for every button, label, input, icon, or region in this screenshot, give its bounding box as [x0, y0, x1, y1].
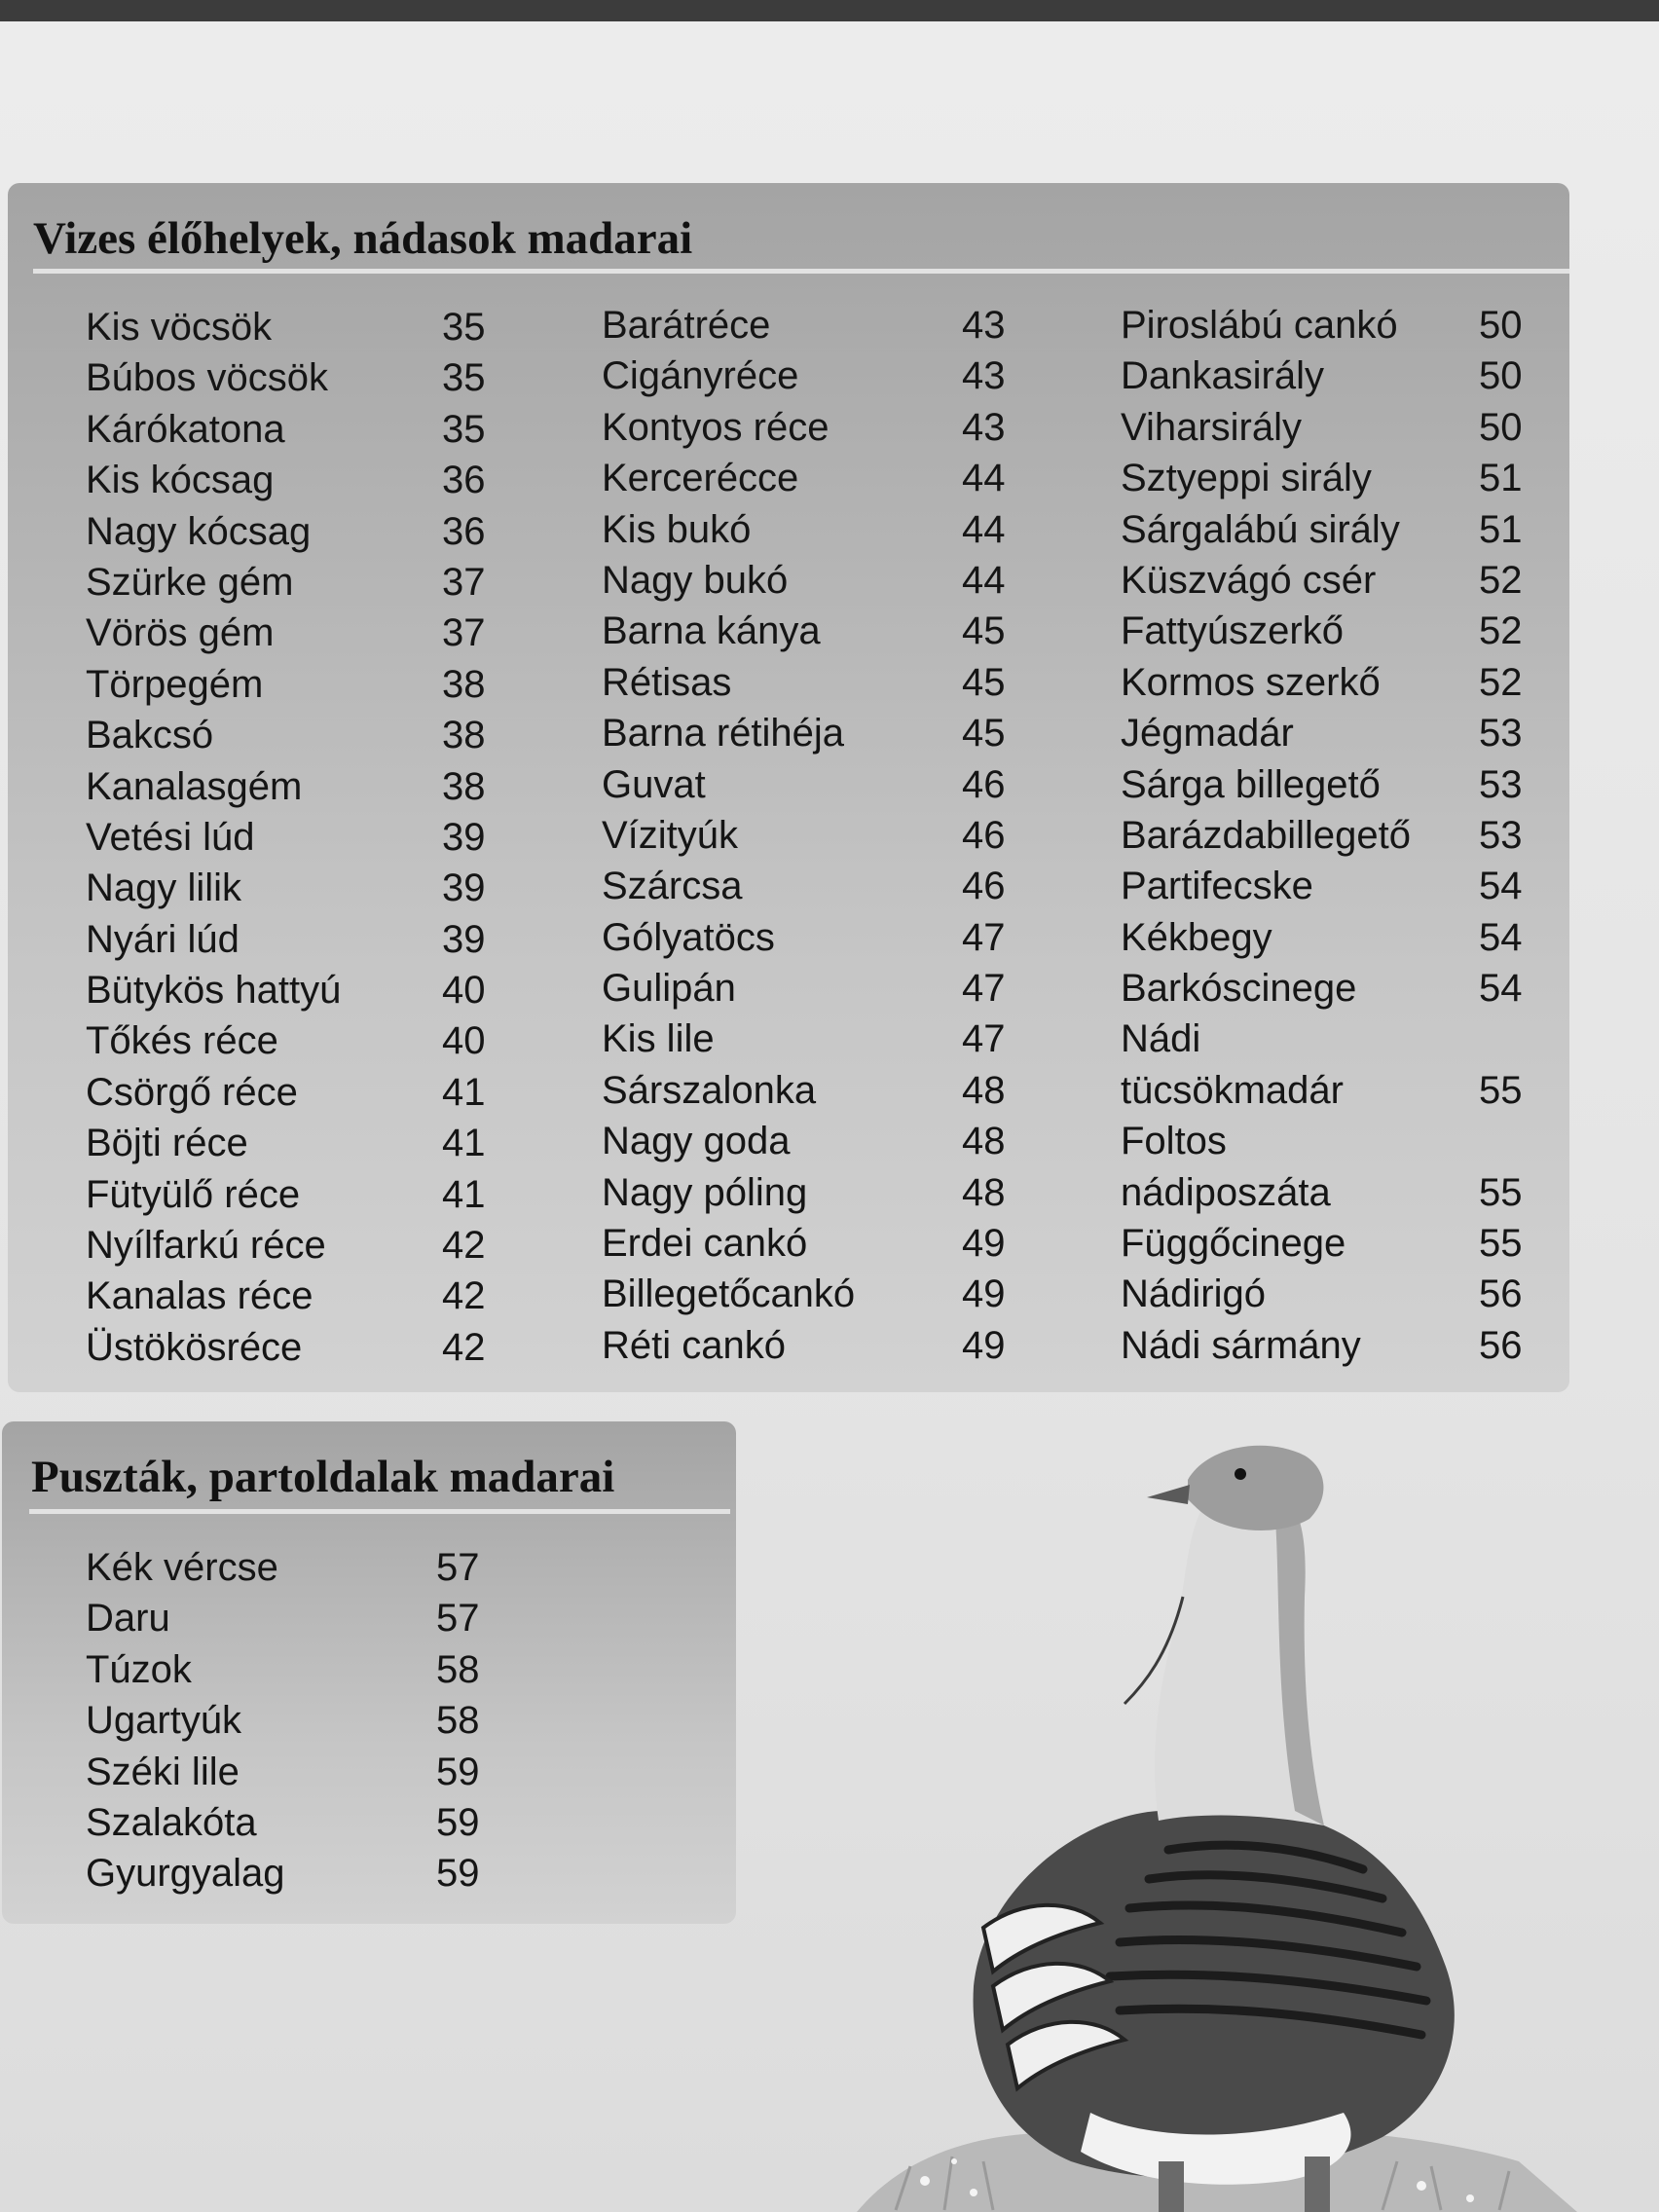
index-column	[86, 1542, 495, 1899]
page-number: 46	[962, 813, 1006, 857]
index-entry	[602, 504, 1011, 555]
index-entry	[1121, 300, 1549, 350]
bird-name: Kanalasgém	[86, 764, 303, 808]
page-number: 52	[1479, 558, 1523, 602]
page-number: 44	[962, 507, 1006, 551]
page-number: 58	[436, 1647, 480, 1691]
index-entry	[1121, 810, 1549, 861]
bird-name: Nyílfarkú réce	[86, 1224, 326, 1268]
index-entry	[86, 710, 495, 760]
bird-name: Nádirigó	[1121, 1272, 1266, 1316]
page-number: 40	[442, 969, 486, 1013]
bird-name: Viharsirály	[1121, 405, 1302, 449]
index-column-1	[86, 302, 495, 1373]
index-entry	[602, 1218, 1011, 1269]
page-number: 48	[962, 1068, 1006, 1112]
index-entry	[86, 659, 495, 710]
bird-name: Nyári lúd	[86, 917, 240, 961]
bird-name: Nagy bukó	[602, 558, 789, 602]
bird-name: Réti cankó	[602, 1323, 786, 1367]
bird-name: Sárgalábú sirály	[1121, 507, 1400, 551]
index-entry	[86, 404, 495, 455]
page-number: 53	[1479, 813, 1523, 857]
index-entry	[1121, 1116, 1549, 1166]
index-entry	[86, 1067, 495, 1118]
page-number: 50	[1479, 405, 1523, 449]
page-number: 45	[962, 609, 1006, 653]
bird-name: Fattyúszerkő	[1121, 609, 1344, 653]
index-entry	[1121, 1218, 1549, 1269]
page-number: 43	[962, 354, 1006, 398]
index-entry	[86, 914, 495, 965]
page-number: 48	[962, 1170, 1006, 1214]
bird-name: Széki lile	[86, 1750, 240, 1793]
index-entry	[602, 861, 1011, 911]
page-number: 41	[442, 1172, 486, 1216]
bird-name: Barkóscinege	[1121, 967, 1357, 1011]
bird-name: Búbos vöcsök	[86, 356, 329, 400]
index-entry	[86, 1322, 495, 1373]
index-entry	[1121, 657, 1549, 708]
title-underline	[29, 1509, 730, 1514]
page-number: 56	[1479, 1272, 1523, 1316]
page-number: 38	[442, 714, 486, 757]
index-entry	[1121, 759, 1549, 810]
page-number: 55	[1479, 1222, 1523, 1266]
bird-name: Barna kánya	[602, 609, 821, 653]
page-number: 41	[442, 1122, 486, 1165]
index-column-2	[602, 300, 1011, 1371]
bird-name: Bakcsó	[86, 714, 214, 757]
page-number: 42	[442, 1224, 486, 1268]
section-grassland-birds	[2, 1421, 736, 1924]
page-number: 55	[1479, 1170, 1523, 1214]
index-entry	[602, 1269, 1011, 1319]
bird-name: Tőkés réce	[86, 1019, 278, 1063]
page-number: 45	[962, 712, 1006, 756]
bird-name: Kárókatona	[86, 407, 285, 451]
page-number: 53	[1479, 712, 1523, 756]
page-number: 35	[442, 306, 486, 349]
page-number: 39	[442, 917, 486, 961]
bird-name: Gyurgyalag	[86, 1852, 285, 1896]
page-number: 51	[1479, 507, 1523, 551]
index-entry	[602, 912, 1011, 963]
bird-name: Üstökösréce	[86, 1325, 303, 1369]
index-entry	[602, 453, 1011, 503]
index-entry	[86, 1644, 495, 1695]
page-number: 50	[1479, 354, 1523, 398]
index-entry	[86, 1747, 495, 1797]
page-number: 44	[962, 558, 1006, 602]
bird-name: Nagy kócsag	[86, 509, 312, 553]
index-entry	[86, 506, 495, 557]
index-entry	[602, 1065, 1011, 1116]
bird-name: Szalakóta	[86, 1800, 257, 1844]
index-entry	[86, 1118, 495, 1168]
index-entry	[86, 1542, 495, 1593]
index-entry	[1121, 1014, 1549, 1064]
bird-name: Bütykös hattyú	[86, 969, 342, 1013]
page-number: 59	[436, 1800, 480, 1844]
page-top-edge	[0, 0, 1659, 21]
page-number: 47	[962, 967, 1006, 1011]
page-number: 49	[962, 1222, 1006, 1266]
bird-name: Cigányréce	[602, 354, 799, 398]
index-entry	[86, 608, 495, 658]
page-number: 39	[442, 815, 486, 859]
page-number: 57	[436, 1597, 480, 1641]
bird-name: Erdei cankó	[602, 1222, 808, 1266]
page-number: 50	[1479, 304, 1523, 347]
page-number: 43	[962, 304, 1006, 347]
bird-name: Guvat	[602, 762, 706, 806]
index-entry	[86, 455, 495, 505]
page-number: 52	[1479, 660, 1523, 704]
page-number: 48	[962, 1120, 1006, 1163]
index-entry	[602, 708, 1011, 758]
great-bustard-illustration	[837, 1441, 1577, 2212]
index-entry	[86, 761, 495, 812]
page-number: 36	[442, 459, 486, 502]
bird-name: Kékbegy	[1121, 915, 1272, 959]
bird-name: Nádi sármány	[1121, 1323, 1361, 1367]
index-entry	[86, 812, 495, 863]
index-entry	[86, 1220, 495, 1271]
index-entry	[86, 352, 495, 403]
bird-name: Barátréce	[602, 304, 771, 347]
bird-name: Kis bukó	[602, 507, 752, 551]
bird-name: Dankasirály	[1121, 354, 1324, 398]
section-title: Puszták, partoldalak madarai	[31, 1452, 615, 1502]
page-number: 37	[442, 560, 486, 604]
page-number: 43	[962, 405, 1006, 449]
index-entry	[86, 557, 495, 608]
bird-name: Kanalas réce	[86, 1274, 313, 1318]
index-entry	[602, 759, 1011, 810]
bird-name: Nagy goda	[602, 1120, 791, 1163]
bird-name: Barna rétihéja	[602, 712, 845, 756]
page-number: 44	[962, 457, 1006, 500]
bird-name: Partifecske	[1121, 865, 1313, 908]
index-entry	[1121, 350, 1549, 401]
page-number: 40	[442, 1019, 486, 1063]
page-number: 46	[962, 762, 1006, 806]
index-entry	[602, 402, 1011, 453]
bird-name: Kormos szerkő	[1121, 660, 1381, 704]
index-entry	[602, 555, 1011, 606]
index-entry	[602, 1014, 1011, 1064]
page-number: 37	[442, 611, 486, 655]
bird-name: tücsökmadár	[1121, 1068, 1344, 1112]
page-number: 38	[442, 764, 486, 808]
index-entry	[602, 300, 1011, 350]
section-title: Vizes élőhelyek, nádasok madarai	[33, 213, 693, 264]
index-entry	[1121, 453, 1549, 503]
bird-name: Ugartyúk	[86, 1699, 242, 1743]
bird-name: Nagy póling	[602, 1170, 808, 1214]
bird-name: Rétisas	[602, 660, 732, 704]
page-number: 49	[962, 1323, 1006, 1367]
page-number: 59	[436, 1852, 480, 1896]
page-number: 52	[1479, 609, 1523, 653]
bird-name: Nagy lilik	[86, 866, 242, 910]
index-entry	[86, 1848, 495, 1899]
bird-name: Daru	[86, 1597, 170, 1641]
index-entry	[86, 1169, 495, 1220]
index-entry	[86, 302, 495, 352]
index-entry	[86, 1015, 495, 1066]
page-number: 46	[962, 865, 1006, 908]
bird-name: Kontyos réce	[602, 405, 830, 449]
index-entry	[1121, 1167, 1549, 1218]
bird-name: Vízityúk	[602, 813, 739, 857]
index-entry	[1121, 861, 1549, 911]
index-entry	[1121, 963, 1549, 1014]
index-entry	[1121, 555, 1549, 606]
page-number: 54	[1479, 865, 1523, 908]
index-entry	[86, 1797, 495, 1848]
page-number: 38	[442, 662, 486, 706]
index-entry	[86, 965, 495, 1015]
index-entry	[1121, 504, 1549, 555]
bird-name: Kis lile	[602, 1017, 715, 1061]
bird-name: Sztyeppi sirály	[1121, 457, 1372, 500]
bird-name: Kék vércse	[86, 1546, 278, 1589]
bird-name: Gulipán	[602, 967, 736, 1011]
index-entry	[1121, 402, 1549, 453]
page-number: 35	[442, 356, 486, 400]
bird-name: Szürke gém	[86, 560, 294, 604]
index-entry	[86, 1271, 495, 1321]
page-number: 41	[442, 1070, 486, 1114]
page-number: 57	[436, 1546, 480, 1589]
page-number: 36	[442, 509, 486, 553]
bird-name: Sárga billegető	[1121, 762, 1381, 806]
page-number: 51	[1479, 457, 1523, 500]
bird-name: Böjti réce	[86, 1122, 248, 1165]
page-number: 42	[442, 1274, 486, 1318]
index-entry	[602, 810, 1011, 861]
index-entry	[1121, 912, 1549, 963]
page-number: 59	[436, 1750, 480, 1793]
index-entry	[86, 1695, 495, 1746]
bird-name: Fütyülő réce	[86, 1172, 301, 1216]
bird-name: Vetési lúd	[86, 815, 255, 859]
bird-name: Küszvágó csér	[1121, 558, 1377, 602]
bird-name: Nádi	[1121, 1017, 1201, 1061]
page-number: 55	[1479, 1068, 1523, 1112]
page-number: 58	[436, 1699, 480, 1743]
bird-name: Piroslábú cankó	[1121, 304, 1398, 347]
page-number: 56	[1479, 1323, 1523, 1367]
index-entry	[86, 863, 495, 913]
index-entry	[1121, 606, 1549, 656]
bird-name: Függőcinege	[1121, 1222, 1346, 1266]
bird-name: Gólyatöcs	[602, 915, 775, 959]
page-number: 54	[1479, 967, 1523, 1011]
index-column-3	[1121, 300, 1549, 1371]
bird-name: Vörös gém	[86, 611, 275, 655]
bird-name: Billegetőcankó	[602, 1272, 856, 1316]
bird-name: Jégmadár	[1121, 712, 1294, 756]
page-number: 54	[1479, 915, 1523, 959]
bird-name: Barázdabillegető	[1121, 813, 1411, 857]
page-number: 53	[1479, 762, 1523, 806]
index-entry	[1121, 1320, 1549, 1371]
index-entry	[86, 1593, 495, 1643]
index-entry	[1121, 1269, 1549, 1319]
index-entry	[602, 963, 1011, 1014]
bird-name: Törpegém	[86, 662, 264, 706]
index-entry	[602, 606, 1011, 656]
page-number: 47	[962, 1017, 1006, 1061]
section-wetland-birds	[8, 183, 1569, 1392]
page-number: 47	[962, 915, 1006, 959]
index-entry	[602, 1320, 1011, 1371]
index-entry	[602, 1167, 1011, 1218]
index-entry	[602, 1116, 1011, 1166]
index-entry	[602, 657, 1011, 708]
bird-name: Kis kócsag	[86, 459, 275, 502]
page-number: 45	[962, 660, 1006, 704]
bird-name: Túzok	[86, 1647, 192, 1691]
index-entry	[1121, 1065, 1549, 1116]
bird-name: Sárszalonka	[602, 1068, 817, 1112]
index-entry	[602, 350, 1011, 401]
page-number: 49	[962, 1272, 1006, 1316]
bird-name: Szárcsa	[602, 865, 743, 908]
bird-name: Kis vöcsök	[86, 306, 273, 349]
bird-name: Kercerécce	[602, 457, 799, 500]
page-number: 42	[442, 1325, 486, 1369]
page-number: 39	[442, 866, 486, 910]
bird-name: Csörgő réce	[86, 1070, 298, 1114]
title-underline	[33, 269, 1569, 274]
bird-name: nádiposzáta	[1121, 1170, 1331, 1214]
bird-name: Foltos	[1121, 1120, 1227, 1163]
page-number: 35	[442, 407, 486, 451]
index-entry	[1121, 708, 1549, 758]
